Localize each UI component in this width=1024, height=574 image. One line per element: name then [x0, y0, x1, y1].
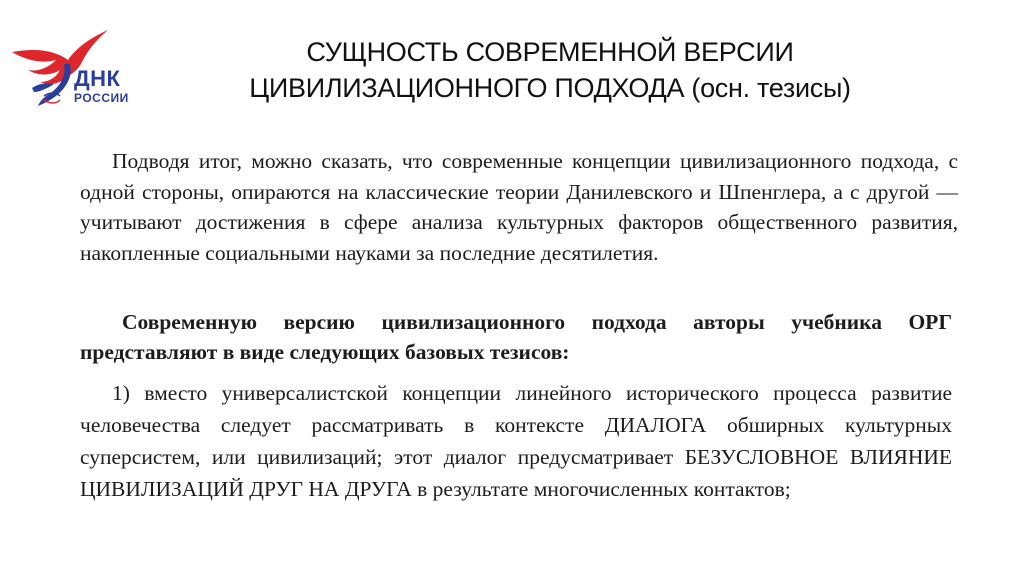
thesis1-caps-a: ДИАЛОГА [604, 413, 707, 437]
slide-title [180, 34, 920, 106]
paragraph-summary: Подводя итог, можно сказать, что современные концепции цивилизационного подхода, с одной стороны, опираются на классические теории Данилевского и Шпенглера, а с другой — учитывают достижения в сфере анализа культурных факторов общественного развития, накопленные социальными науками за последние десятилетия. [80, 149, 958, 265]
thesis1-text-c: в результате многочисленных контактов; [411, 477, 791, 501]
logo [4, 30, 154, 110]
title-line1: СУЩНОСТЬ СОВРЕМЕННОЙ ВЕРСИИ [306, 37, 794, 67]
thesis1-text-a: 1) вместо универсалистской концепции линейного исторического процесса развитие человечества следует рассматривать в контексте [80, 381, 952, 437]
logo-line2: РОССИИ [74, 91, 129, 105]
thesis1-text-b: обширных культурных суперсистем, или цивилизаций; этот диалог предусматривает [80, 413, 952, 469]
paragraph-intro-theses: Современную версию цивилизационного подхода авторы учебника ОРГ представляют в виде следующих базовых тезисов: [80, 310, 952, 364]
paragraph-thesis-1 [80, 377, 952, 505]
logo-line1: ДНК [74, 66, 121, 91]
logo-wordmark [74, 68, 129, 104]
thesis1-caps-b: БЕЗУСЛОВНОЕ ВЛИЯНИЕ ЦИВИЛИЗАЦИЙ ДРУГ НА ДРУГА [80, 445, 953, 501]
title-line2: ЦИВИЛИЗАЦИОННОГО ПОДХОДА (осн. тезисы) [249, 73, 851, 103]
